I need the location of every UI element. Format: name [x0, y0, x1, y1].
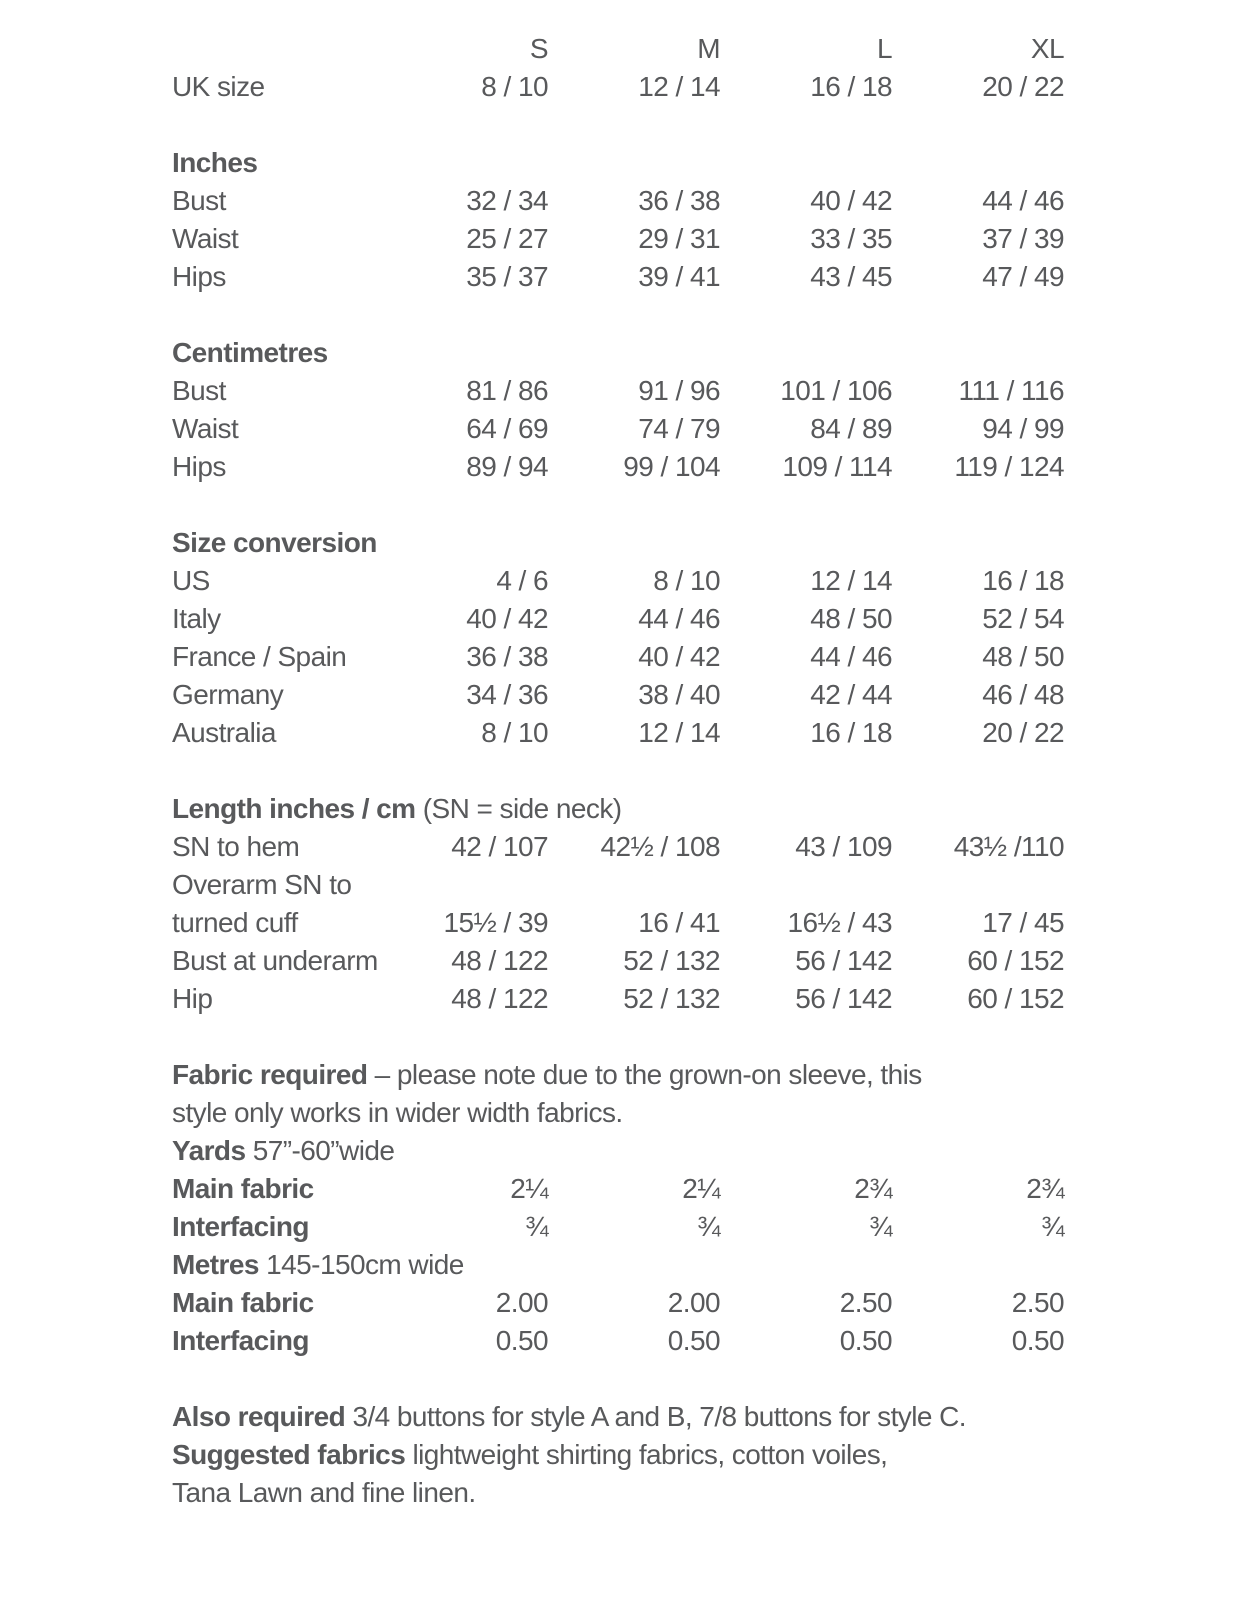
metres-heading-line: [172, 1246, 1064, 1284]
interfacing-label: Interfacing: [172, 1325, 309, 1356]
fabric-required-note-line1: – please note due to the grown-on sleeve, this: [374, 1059, 922, 1090]
hip-label: Hip: [172, 983, 213, 1014]
size-value: 20 / 22: [982, 717, 1064, 748]
size-value: 48 / 50: [982, 641, 1064, 672]
waist-inches-row: [172, 220, 1064, 258]
size-value: 52 / 54: [982, 603, 1064, 634]
measurement-value: 89 / 94: [466, 451, 548, 482]
measurement-value: 25 / 27: [466, 223, 548, 254]
size-value: 40 / 42: [638, 641, 720, 672]
bust-label: Bust: [172, 375, 226, 406]
length-value: 16½ / 43: [787, 907, 892, 938]
size-value: 8 / 10: [481, 717, 548, 748]
inches-heading: Inches: [172, 147, 258, 178]
length-value: 60 / 152: [967, 983, 1064, 1014]
metrage-value: 0.50: [667, 1325, 720, 1356]
measurement-value: 74 / 79: [638, 413, 720, 444]
suggested-fabrics-line: [172, 1436, 1064, 1474]
waist-label: Waist: [172, 413, 239, 444]
italy-size-row: [172, 600, 1064, 638]
size-value: 42 / 44: [810, 679, 892, 710]
measurement-value: 37 / 39: [982, 223, 1064, 254]
main-fabric-label: Main fabric: [172, 1287, 314, 1318]
hips-cm-row: [172, 448, 1064, 486]
length-value: 52 / 132: [623, 983, 720, 1014]
bust-label: Bust: [172, 185, 226, 216]
measurement-value: 40 / 42: [810, 185, 892, 216]
bust-cm-row: [172, 372, 1064, 410]
hips-label: Hips: [172, 261, 226, 292]
length-value: 42 / 107: [451, 831, 548, 862]
measurement-value: 29 / 31: [638, 223, 720, 254]
metrage-value: 2.50: [839, 1287, 892, 1318]
france-spain-label: France / Spain: [172, 641, 347, 672]
suggested-fabrics-heading: Suggested fabrics: [172, 1439, 406, 1470]
metres-interfacing-row: [172, 1322, 1064, 1360]
size-conversion-heading: Size conversion: [172, 527, 377, 558]
length-value: 60 / 152: [967, 945, 1064, 976]
sn-to-hem-label: SN to hem: [172, 831, 300, 862]
yardage-value: 2¾: [854, 1173, 892, 1204]
size-value: 46 / 48: [982, 679, 1064, 710]
inches-section: [172, 144, 1064, 296]
uk-size-value: 8 / 10: [481, 71, 548, 102]
metrage-value: 2.00: [667, 1287, 720, 1318]
also-required-text: 3/4 buttons for style A and B, 7/8 buttons for style C.: [352, 1401, 967, 1432]
yardage-value: 2¾: [1026, 1173, 1064, 1204]
metrage-value: 2.00: [495, 1287, 548, 1318]
fabric-required-section: [172, 1056, 1064, 1360]
size-value: 40 / 42: [466, 603, 548, 634]
waist-cm-row: [172, 410, 1064, 448]
measurement-value: 81 / 86: [466, 375, 548, 406]
yardage-value: ¾: [1041, 1211, 1064, 1242]
size-column-header-l: L: [876, 33, 892, 64]
metrage-value: 0.50: [495, 1325, 548, 1356]
size-value: 38 / 40: [638, 679, 720, 710]
size-column-header-m: M: [697, 33, 720, 64]
yards-heading: Yards: [172, 1135, 246, 1166]
measurement-value: 39 / 41: [638, 261, 720, 292]
centimetres-heading: Centimetres: [172, 337, 328, 368]
measurement-value: 64 / 69: [466, 413, 548, 444]
uk-size-value: 12 / 14: [638, 71, 720, 102]
measurement-value: 43 / 45: [810, 261, 892, 292]
measurement-value: 109 / 114: [782, 451, 892, 482]
fabric-required-heading: Fabric required: [172, 1059, 368, 1090]
size-value: 34 / 36: [466, 679, 548, 710]
centimetres-section: [172, 334, 1064, 486]
size-value: 36 / 38: [466, 641, 548, 672]
turned-cuff-label: turned cuff: [172, 907, 298, 938]
measurement-value: 99 / 104: [623, 451, 720, 482]
size-value: 48 / 50: [810, 603, 892, 634]
turned-cuff-row: [172, 904, 1064, 942]
measurement-value: 91 / 96: [638, 375, 720, 406]
length-value: 15½ / 39: [443, 907, 548, 938]
size-chart: [172, 30, 1064, 1512]
length-value: 43½ /110: [953, 831, 1064, 862]
length-section: [172, 790, 1064, 1018]
size-value: 44 / 46: [638, 603, 720, 634]
size-column-header-xl: XL: [1030, 33, 1064, 64]
size-value: 16 / 18: [810, 717, 892, 748]
overarm-label-line: Overarm SN to: [172, 869, 352, 900]
also-required-heading: Also required: [172, 1401, 346, 1432]
measurement-value: 35 / 37: [466, 261, 548, 292]
also-required-line: [172, 1398, 1064, 1436]
measurement-value: 101 / 106: [780, 375, 892, 406]
australia-label: Australia: [172, 717, 276, 748]
size-value: 4 / 6: [496, 565, 548, 596]
size-value: 16 / 18: [982, 565, 1064, 596]
hips-label: Hips: [172, 451, 226, 482]
metrage-value: 2.50: [1011, 1287, 1064, 1318]
size-conversion-section: [172, 524, 1064, 752]
measurement-value: 111 / 116: [958, 375, 1064, 406]
suggested-fabrics-text-line1: lightweight shirting fabrics, cotton voiles,: [412, 1439, 888, 1470]
length-value: 52 / 132: [623, 945, 720, 976]
yards-heading-line: [172, 1132, 1064, 1170]
fabric-required-line1: [172, 1056, 1064, 1094]
us-size-row: [172, 562, 1064, 600]
bust-inches-row: [172, 182, 1064, 220]
hip-length-row: [172, 980, 1064, 1018]
yards-width-note: 57”-60”wide: [252, 1135, 395, 1166]
france-spain-size-row: [172, 638, 1064, 676]
length-heading-line: [172, 790, 1064, 828]
metres-heading: Metres: [172, 1249, 259, 1280]
length-value: 48 / 122: [451, 945, 548, 976]
fabric-required-note-line2: style only works in wider width fabrics.: [172, 1097, 623, 1128]
germany-label: Germany: [172, 679, 284, 710]
australia-size-row: [172, 714, 1064, 752]
yardage-value: 2¼: [510, 1173, 548, 1204]
uk-size-row: [172, 68, 1064, 106]
measurement-value: 47 / 49: [982, 261, 1064, 292]
sn-to-hem-row: [172, 828, 1064, 866]
metrage-value: 0.50: [839, 1325, 892, 1356]
length-heading-note: (SN = side neck): [422, 793, 622, 824]
us-label: US: [172, 565, 210, 596]
length-value: 56 / 142: [795, 945, 892, 976]
metres-width-note: 145-150cm wide: [266, 1249, 464, 1280]
metres-main-fabric-row: [172, 1284, 1064, 1322]
length-value: 56 / 142: [795, 983, 892, 1014]
suggested-fabrics-text-line2: Tana Lawn and fine linen.: [172, 1477, 476, 1508]
length-value: 42½ / 108: [600, 831, 720, 862]
length-heading: Length inches / cm: [172, 793, 416, 824]
bust-at-underarm-label: Bust at underarm: [172, 945, 378, 976]
length-value: 43 / 109: [795, 831, 892, 862]
uk-size-label: UK size: [172, 71, 265, 102]
uk-size-value: 20 / 22: [982, 71, 1064, 102]
yardage-value: 2¼: [682, 1173, 720, 1204]
measurement-value: 36 / 38: [638, 185, 720, 216]
size-column-header-s: S: [529, 33, 548, 64]
waist-label: Waist: [172, 223, 239, 254]
measurement-value: 32 / 34: [466, 185, 548, 216]
yardage-value: ¾: [697, 1211, 720, 1242]
uk-size-value: 16 / 18: [810, 71, 892, 102]
metrage-value: 0.50: [1011, 1325, 1064, 1356]
size-value: 8 / 10: [653, 565, 720, 596]
measurement-value: 84 / 89: [810, 413, 892, 444]
bust-at-underarm-row: [172, 942, 1064, 980]
measurement-value: 94 / 99: [982, 413, 1064, 444]
measurement-value: 119 / 124: [954, 451, 1064, 482]
hips-inches-row: [172, 258, 1064, 296]
main-fabric-label: Main fabric: [172, 1173, 314, 1204]
notes-section: [172, 1398, 1064, 1512]
yardage-value: ¾: [525, 1211, 548, 1242]
size-header-row: [172, 30, 1064, 68]
size-value: 44 / 46: [810, 641, 892, 672]
size-value: 12 / 14: [810, 565, 892, 596]
length-value: 16 / 41: [638, 907, 720, 938]
yards-interfacing-row: [172, 1208, 1064, 1246]
yardage-value: ¾: [869, 1211, 892, 1242]
interfacing-label: Interfacing: [172, 1211, 309, 1242]
yards-main-fabric-row: [172, 1170, 1064, 1208]
length-value: 17 / 45: [982, 907, 1064, 938]
size-value: 12 / 14: [638, 717, 720, 748]
italy-label: Italy: [172, 603, 221, 634]
measurement-value: 33 / 35: [810, 223, 892, 254]
length-value: 48 / 122: [451, 983, 548, 1014]
measurement-value: 44 / 46: [982, 185, 1064, 216]
empty-cell: [172, 30, 376, 68]
germany-size-row: [172, 676, 1064, 714]
